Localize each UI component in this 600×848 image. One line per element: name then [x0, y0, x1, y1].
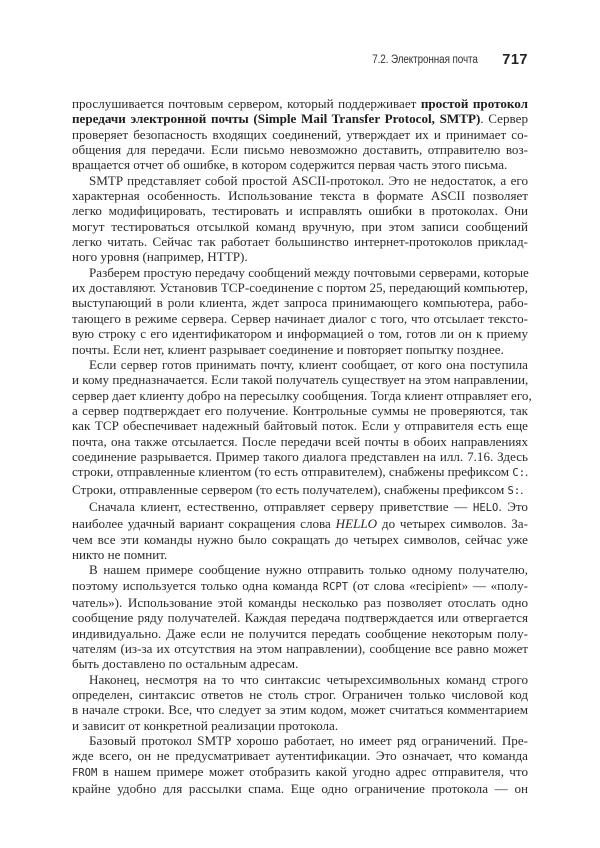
text-run: (от слова «recipient» — «полу-: [348, 577, 528, 593]
text-line: [72, 357, 528, 372]
text-run: почта, она также отсылается. После передачи всей почты в обоих направлениях: [72, 433, 528, 449]
text-line: [72, 96, 528, 111]
text-line: [72, 578, 528, 595]
text-run: их доставляют. Установив TCP-соединение с портом 25, передающий компьютер,: [72, 280, 528, 296]
text-line: [72, 482, 528, 499]
text-run: Сначала клиент, естественно, отправляет серверу приветствие —: [89, 498, 474, 514]
text-line: [72, 188, 528, 203]
text-run: тающего в режиме сервера. Сервер начинает диалог с того, что отсылает тексто-: [72, 310, 528, 326]
paragraph: [72, 265, 528, 357]
inline-code: FROM: [72, 766, 98, 779]
text-line: [72, 265, 528, 280]
text-run: поэтому используется только одна команда: [72, 577, 323, 593]
text-line: [72, 626, 528, 641]
text-run: сервер дает клиенту добро на пересылку сообщения. Тогда клиент отправляет его,: [72, 387, 532, 403]
text-run: характерная особенность. Использование текста в формате ASCII позволяет: [72, 188, 528, 204]
text-line: [72, 387, 532, 403]
text-line: [72, 295, 528, 310]
text-run: чатель»). Использование этой команды несколько раз позволяет отослать одно: [72, 595, 528, 610]
text-run: чем все эти команды нужно было сокращать до четырех символов, сейчас уже: [72, 531, 528, 547]
text-run: в начале строки. Все, что следует за этим кодом, может считаться комментарием: [72, 702, 528, 718]
text-line: [72, 418, 528, 433]
text-run: соединение разрывается. Пример такого диалога представлен на илл. 7.16. Здесь: [72, 448, 528, 464]
page-header: [72, 52, 528, 72]
paragraph: [72, 562, 528, 671]
text-line: [72, 687, 528, 702]
text-line: [72, 656, 528, 671]
text-line: [72, 595, 528, 610]
text-run: прослушивается почтовым сервером, который поддерживает: [72, 96, 421, 111]
text-run: до четырех символов. За-: [377, 516, 528, 532]
text-run: легко модифицировать, тестировать и исправлять ошибки в протоколах. Они: [72, 203, 528, 219]
text-run: Строки, отправленные сервером (то есть получателем), снабжены префиксом: [72, 481, 508, 497]
text-run: наиболее удачный вариант сокращения слова: [72, 516, 336, 532]
text-run: вую строку с его идентификатором и информацией о том, готов ли он к приему: [72, 326, 528, 342]
text-run: ного уровня (например, HTTP).: [72, 249, 248, 265]
text-run: Наконец, несмотря на то что синтаксис четырехсимвольных команд строго: [89, 671, 528, 687]
bold-term: передачи электронной почты (Simple Mail Transfer Protocol, SMTP): [72, 111, 481, 127]
text-run: почты. Если нет, клиент разрывает соединение и повторяет попытку позднее.: [72, 341, 504, 357]
text-line: [72, 249, 528, 264]
text-line: [72, 610, 528, 625]
text-line: [72, 764, 528, 781]
text-line: [72, 733, 528, 748]
text-line: [72, 111, 528, 126]
text-run: в нашем примере может отобразить какой угодно адрес отправителя, что: [97, 763, 528, 779]
text-line: [72, 547, 528, 562]
text-run: .: [525, 464, 529, 480]
text-run: строки, отправленные клиентом (то есть отправителем), снабжены префиксом: [72, 464, 513, 480]
text-line: [72, 532, 528, 547]
text-run: и зависит от конкретной реализации протокола.: [72, 717, 339, 733]
text-run: Если сервер готов принимать почту, клиент сообщает, от кого она поступила: [89, 356, 528, 372]
page-number: 717: [502, 52, 528, 68]
text-line: [72, 641, 528, 656]
text-line: [72, 434, 528, 449]
text-line: [72, 311, 528, 326]
text-line: [72, 718, 528, 733]
text-run: определен, синтаксис ответов не столь строг. Ограничен только числовой код: [72, 687, 528, 703]
italic-term: HELLO: [335, 516, 378, 532]
text-line: [72, 672, 528, 687]
inline-code: HELO: [473, 501, 499, 514]
inline-code: RCPT: [322, 580, 349, 593]
text-line: [72, 702, 528, 717]
text-run: и кому предназначается. Если такой получатель существует на этом направлении,: [72, 372, 529, 388]
text-line: [72, 342, 528, 357]
text-run: проверяет безопасность входящих соединений, утверждает их и принимает со-: [72, 126, 528, 142]
paragraph: [72, 672, 528, 733]
text-run: . Сервер: [480, 111, 529, 127]
text-line: [72, 219, 528, 234]
text-run: а сервер подтверждает его получение. Контрольные суммы не проверяются, так: [72, 402, 528, 418]
text-run: . Это: [498, 498, 528, 514]
text-line: [72, 203, 528, 218]
text-run: выступающий в роли клиента, ждет запроса принимающего компьютера, рабо-: [72, 295, 528, 311]
text-line: [72, 142, 528, 157]
text-line: [72, 781, 528, 796]
text-line: [72, 748, 528, 763]
text-run: общения для передачи. Если письмо невозможно доставить, отправителю воз-: [72, 142, 528, 158]
text-run: вращается отчет об ошибке, в котором содержится первая часть этого письма.: [72, 157, 508, 173]
paragraph: [72, 733, 528, 796]
text-run: SMTP представляет собой простой ASCII-протокол. Это не недостаток, а его: [89, 172, 528, 188]
text-line: [72, 234, 528, 249]
text-run: быть доставлено по остальным адресам.: [72, 656, 299, 672]
paragraph: [72, 173, 528, 265]
running-title: 7.2. Электронная почта: [372, 54, 478, 66]
paragraph: [72, 96, 528, 173]
text-line: [72, 499, 528, 516]
text-run: как TCP обеспечивает надежный байтовый поток. Если у отправителя есть еще: [72, 418, 528, 434]
text-line: [72, 127, 528, 142]
text-line: [72, 326, 528, 341]
text-line: [72, 449, 528, 464]
text-run: никто не помнит.: [72, 546, 168, 562]
bold-term: простой протокол: [420, 96, 528, 111]
text-line: [72, 464, 528, 481]
text-line: [72, 372, 528, 387]
paragraph: [72, 356, 532, 499]
text-run: жде всего, он не предусматривает аутентификации. Это означает, что команда: [72, 748, 528, 764]
text-run: легко читать. Сейчас так работает большинство интернет-протоколов приклад-: [72, 234, 528, 250]
text-run: могут тестироваться отсылкой команд вручную, при этом записи сообщений: [72, 218, 528, 234]
text-line: [72, 280, 528, 295]
paragraph: [72, 499, 528, 562]
text-run: .: [520, 481, 524, 497]
inline-code: S:: [507, 484, 521, 497]
text-line: [72, 173, 528, 188]
text-run: сообщение ряду получателей. Каждая передача подтверждается или отвергается: [72, 610, 528, 626]
text-run: В нашем примере сообщение нужно отправить только одному получателю,: [89, 562, 528, 578]
text-run: индивидуально. Даже если не получится передать сообщение некоторым полу-: [72, 625, 528, 641]
text-run: чателям (из-за их отсутствия на этом направлении), сообщение все равно может: [72, 641, 528, 657]
text-line: [72, 403, 528, 418]
body-text: [72, 96, 532, 797]
text-line: [72, 157, 528, 172]
text-line: [72, 516, 528, 531]
text-line: [72, 562, 528, 577]
text-run: Базовый протокол SMTP хорошо работает, но имеет ряд ограничений. Пре-: [89, 733, 528, 749]
inline-code: C:: [512, 467, 526, 480]
text-run: крайне удобно для рассылки спама. Еще одно ограничение протокола — он: [72, 781, 528, 797]
text-run: Разберем простую передачу сообщений между почтовыми серверами, которые: [89, 264, 529, 280]
